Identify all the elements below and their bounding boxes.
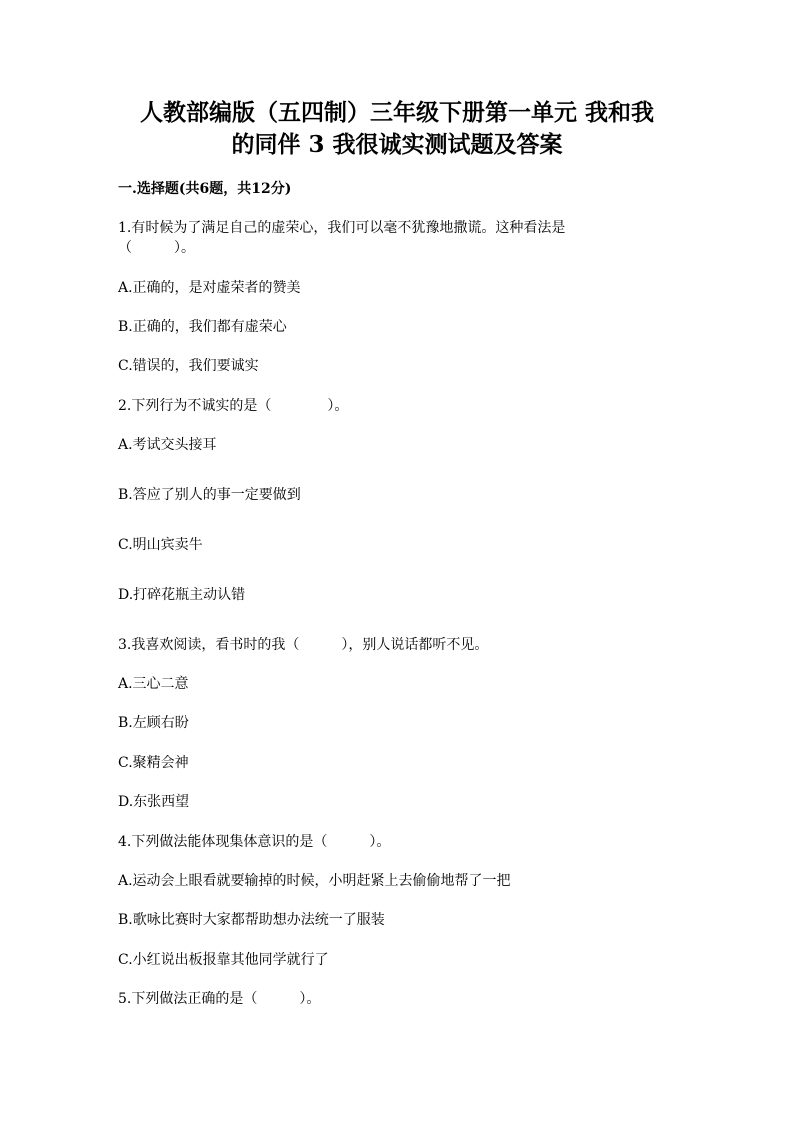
question-2-option-a: A.考试交头接耳 <box>118 437 217 453</box>
question-1-stem-line-1: 1.有时候为了满足自己的虚荣心，我们可以毫不犹豫地撒谎。这种看法是 <box>118 220 566 236</box>
question-4-option-b: B.歌咏比赛时大家都帮助想办法统一了服装 <box>118 912 385 928</box>
question-3-option-c: C.聚精会神 <box>118 755 189 771</box>
question-3-option-d: D.东张西望 <box>118 794 190 810</box>
question-1-option-b: B.正确的，我们都有虚荣心 <box>118 319 287 335</box>
question-2-stem: 2.下列行为不诚实的是（ ）。 <box>118 398 349 414</box>
document-title-line-2: 的同伴 3 我很诚实测试题及答案 <box>231 131 563 158</box>
question-1-option-a: A.正确的，是对虚荣者的赞美 <box>118 280 301 296</box>
question-3-option-a: A.三心二意 <box>118 676 189 692</box>
question-5-stem: 5.下列做法正确的是（ ）。 <box>118 991 321 1007</box>
question-1-option-c: C.错误的，我们要诚实 <box>118 358 259 374</box>
question-2-option-c: C.明山宾卖牛 <box>118 537 203 553</box>
question-1-stem-line-2: （ ）。 <box>118 240 195 256</box>
section-header: 一.选择题(共6题，共12分) <box>118 181 292 197</box>
question-4-stem: 4.下列做法能体现集体意识的是（ ）。 <box>118 834 391 850</box>
question-4-option-a: A.运动会上眼看就要输掉的时候，小明赶紧上去偷偷地帮了一把 <box>118 873 511 889</box>
question-3-option-b: B.左顾右盼 <box>118 715 189 731</box>
question-2-option-d: D.打碎花瓶主动认错 <box>118 587 246 603</box>
question-4-option-c: C.小红说出板报靠其他同学就行了 <box>118 952 329 968</box>
question-3-stem: 3.我喜欢阅读，看书时的我（ ），别人说话都听不见。 <box>118 637 489 653</box>
document-title-line-1: 人教部编版（五四制）三年级下册第一单元 我和我 <box>139 99 654 126</box>
question-2-option-b: B.答应了别人的事一定要做到 <box>118 487 301 503</box>
